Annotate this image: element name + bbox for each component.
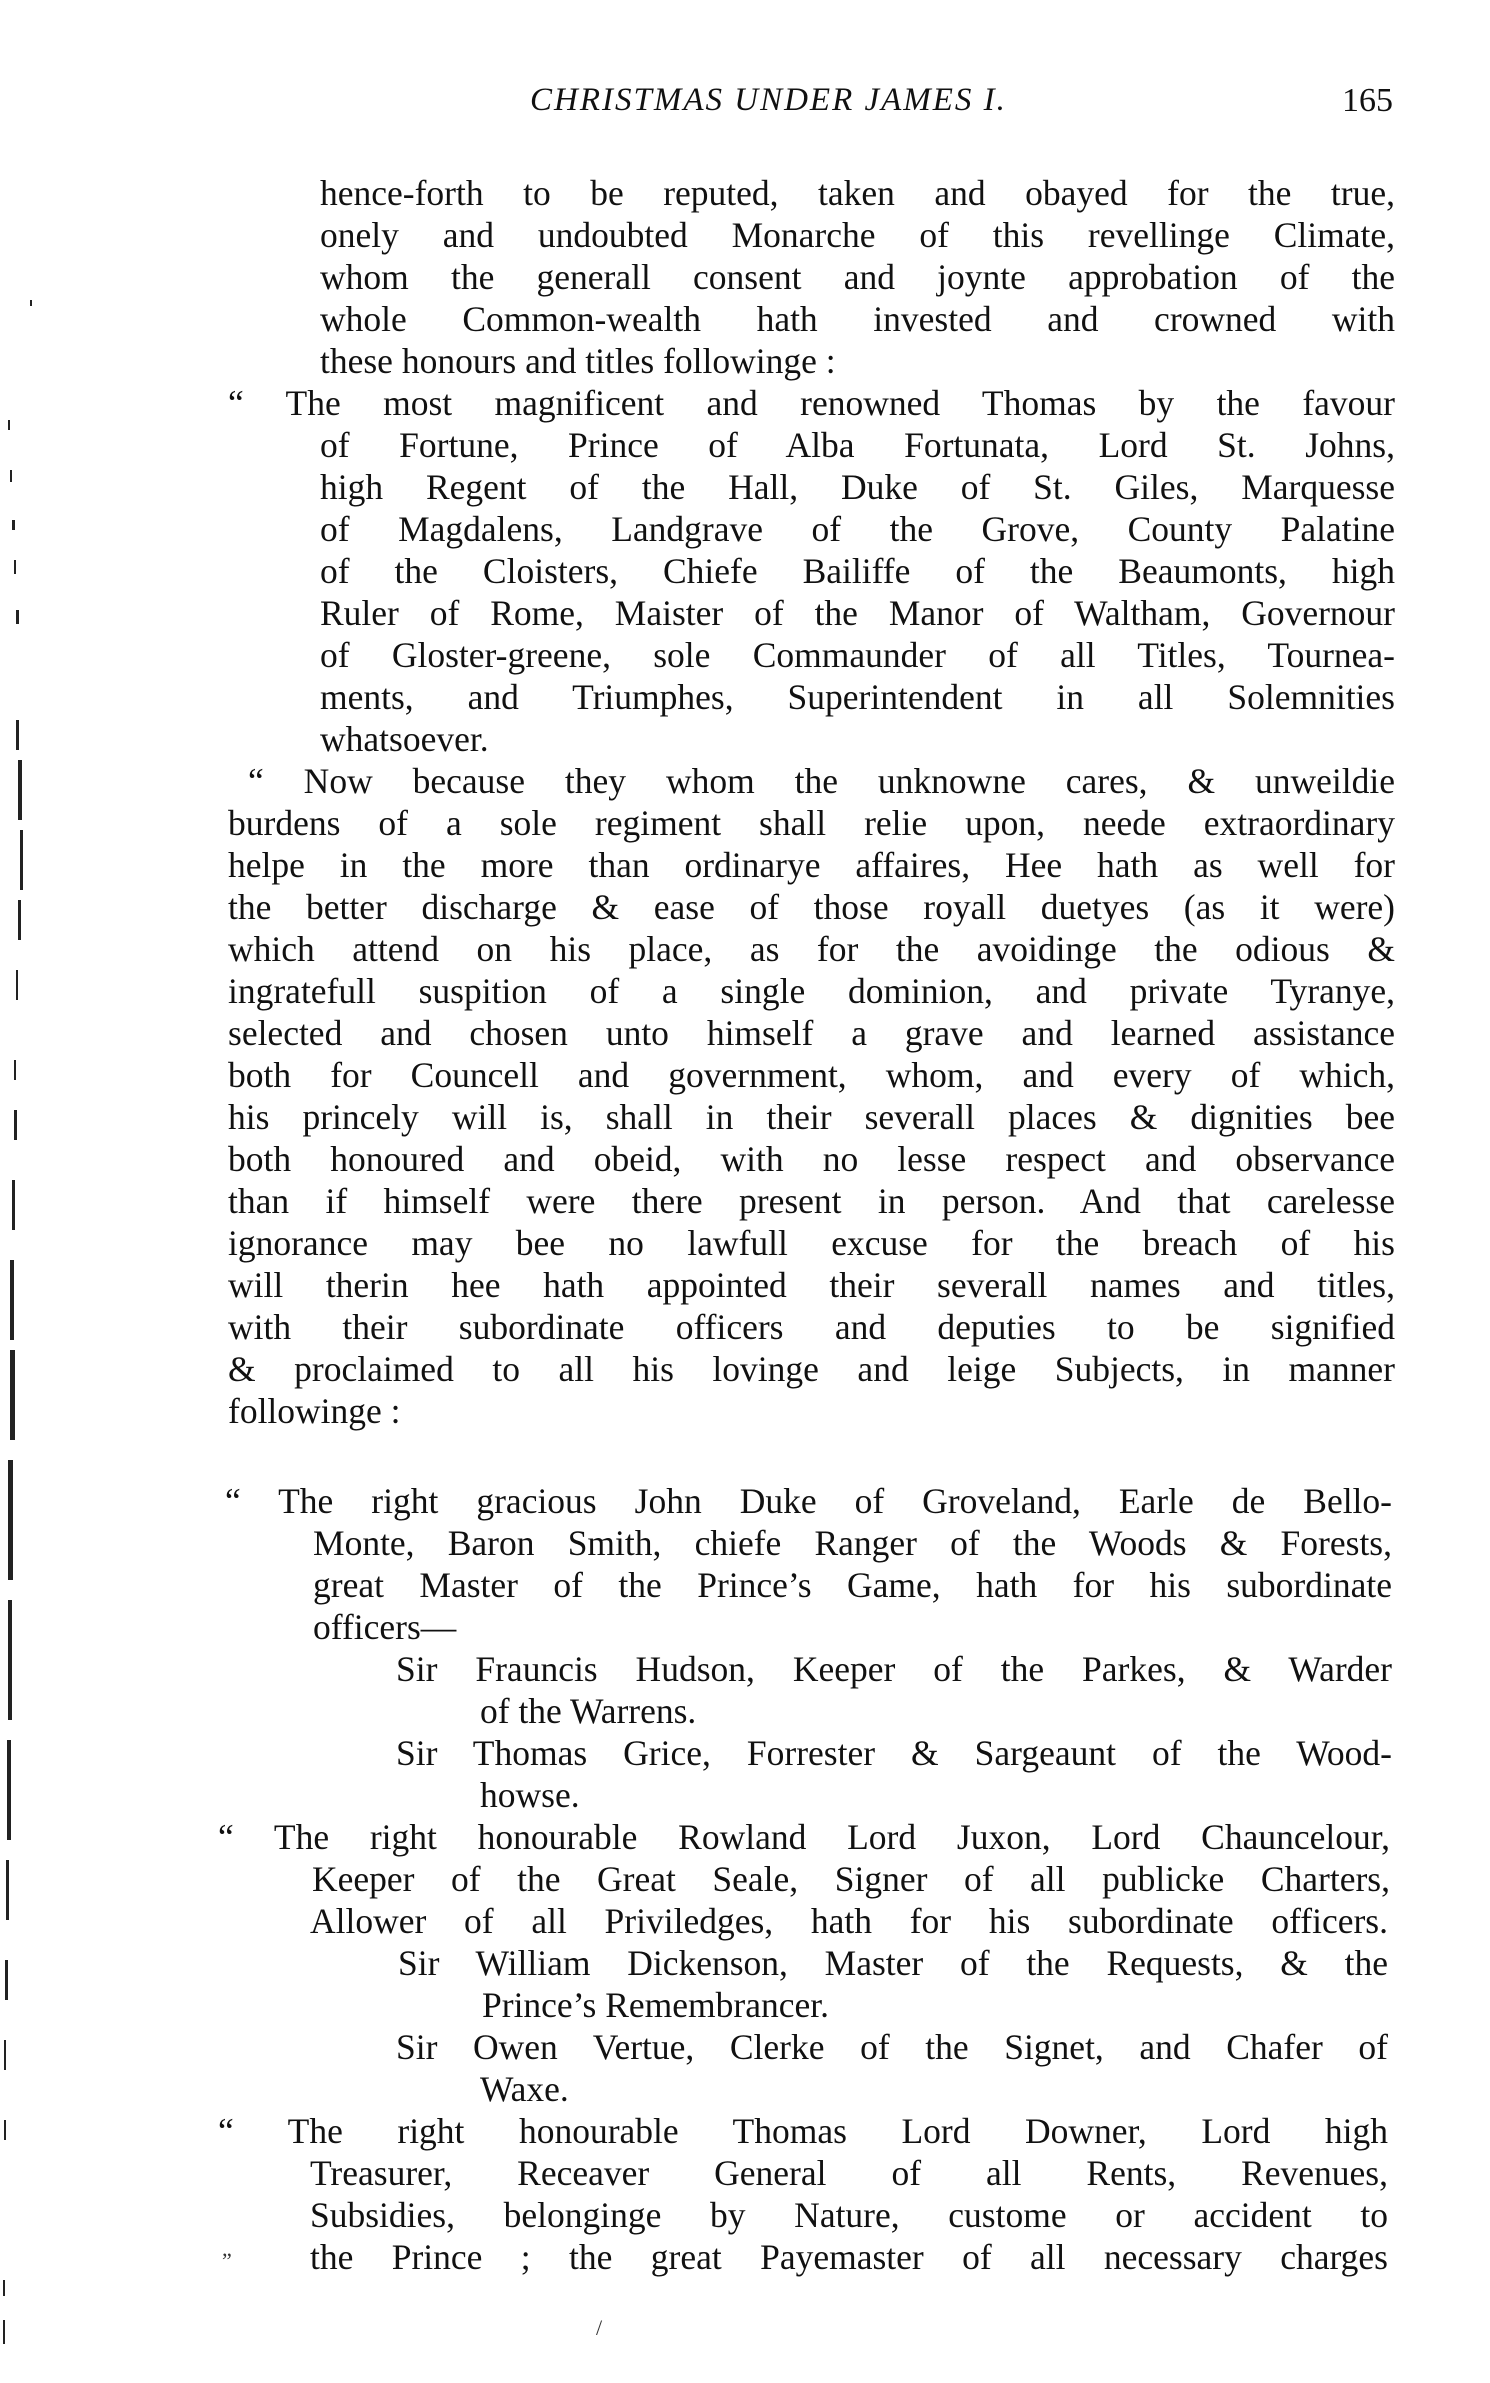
text-line: “ The right honourable Thomas Lord Downer, Lord high: [218, 2111, 1388, 2151]
text-line: great Master of the Prince’s Game, hath for his subordinate: [313, 1565, 1392, 1605]
text-line: & proclaimed to all his lovinge and leige Subjects, in manner: [228, 1349, 1395, 1389]
text-line: of Magdalens, Landgrave of the Grove, County Palatine: [320, 509, 1395, 549]
text-line: “ The most magnificent and renowned Thomas by the favour: [228, 383, 1395, 423]
gutter-scan-artifacts: [0, 0, 120, 2383]
text-line: with their subordinate officers and deputies to be signified: [228, 1307, 1395, 1347]
text-line: Sir Frauncis Hudson, Keeper of the Parkes, & Warder: [396, 1649, 1392, 1689]
text-line: the better discharge & ease of those royall duetyes (as it were): [228, 887, 1395, 927]
text-line: ignorance may bee no lawfull excuse for the breach of his: [228, 1223, 1395, 1263]
text-line: these honours and titles followinge :: [320, 341, 836, 381]
text-line: of the Warrens.: [480, 1691, 697, 1731]
text-line: of Gloster-greene, sole Commaunder of all Titles, Tournea-: [320, 635, 1395, 675]
text-line: Allower of all Priviledges, hath for his subordinate officers.: [310, 1901, 1388, 1941]
text-line: his princely will is, shall in their severall places & dignities bee: [228, 1097, 1395, 1137]
text-line: whom the generall consent and joynte approbation of the: [320, 257, 1395, 297]
page-number: 165: [1342, 82, 1393, 119]
text-line: whole Common-wealth hath invested and crowned with: [320, 299, 1395, 339]
text-line: Keeper of the Great Seale, Signer of all publicke Charters,: [312, 1859, 1390, 1899]
text-line: followinge :: [228, 1391, 401, 1431]
text-line: than if himself were there present in person. And that carelesse: [228, 1181, 1395, 1221]
text-line: Sir Owen Vertue, Clerke of the Signet, and Chafer of: [396, 2027, 1388, 2067]
text-line: Ruler of Rome, Maister of the Manor of Waltham, Governour: [320, 593, 1395, 633]
text-line: Sir Thomas Grice, Forrester & Sargeaunt of the Wood-: [396, 1733, 1392, 1773]
text-line: will therin hee hath appointed their severall names and titles,: [228, 1265, 1395, 1305]
text-line: howse.: [480, 1775, 580, 1815]
text-line: burdens of a sole regiment shall relie upon, neede extraordinary: [228, 803, 1395, 843]
text-line: officers—: [313, 1607, 457, 1647]
text-line: Prince’s Remembrancer.: [482, 1985, 829, 2025]
running-head: [0, 82, 1490, 132]
text-line: the Prince ; the great Payemaster of all necessary charges: [310, 2237, 1388, 2277]
text-line: “ The right honourable Rowland Lord Juxon, Lord Chauncelour,: [218, 1817, 1390, 1857]
text-line: Treasurer, Receaver General of all Rents, Revenues,: [310, 2153, 1388, 2193]
text-line: Subsidies, belonginge by Nature, custome or accident to: [310, 2195, 1388, 2235]
text-line: hence-forth to be reputed, taken and obayed for the true,: [320, 173, 1395, 213]
text-line: Monte, Baron Smith, chiefe Ranger of the Woods & Forests,: [313, 1523, 1392, 1563]
stray-mark: „: [222, 2236, 232, 2261]
stray-mark: /: [596, 2315, 603, 2340]
text-line: whatsoever.: [320, 719, 489, 759]
text-line: “ The right gracious John Duke of Groveland, Earle de Bello-: [225, 1481, 1392, 1521]
text-line: “ Now because they whom the unknowne cares, & unweildie: [248, 761, 1395, 801]
text-line: Waxe.: [480, 2069, 569, 2109]
text-line: selected and chosen unto himself a grave and learned assistance: [228, 1013, 1395, 1053]
text-line: both honoured and obeid, with no lesse respect and observance: [228, 1139, 1395, 1179]
text-line: both for Councell and government, whom, and every of which,: [228, 1055, 1395, 1095]
text-line: which attend on his place, as for the avoidinge the odious &: [228, 929, 1395, 969]
text-line: of the Cloisters, Chiefe Bailiffe of the Beaumonts, high: [320, 551, 1395, 591]
running-title: CHRISTMAS UNDER JAMES I.: [530, 82, 1007, 118]
text-line: ingratefull suspition of a single dominion, and private Tyranye,: [228, 971, 1395, 1011]
text-line: Sir William Dickenson, Master of the Requests, & the: [398, 1943, 1388, 1983]
text-line: ments, and Triumphes, Superintendent in all Solemnities: [320, 677, 1395, 717]
text-line: high Regent of the Hall, Duke of St. Giles, Marquesse: [320, 467, 1395, 507]
text-line: helpe in the more than ordinarye affaires, Hee hath as well for: [228, 845, 1395, 885]
text-line: of Fortune, Prince of Alba Fortunata, Lord St. Johns,: [320, 425, 1395, 465]
text-line: onely and undoubted Monarche of this revellinge Climate,: [320, 215, 1395, 255]
